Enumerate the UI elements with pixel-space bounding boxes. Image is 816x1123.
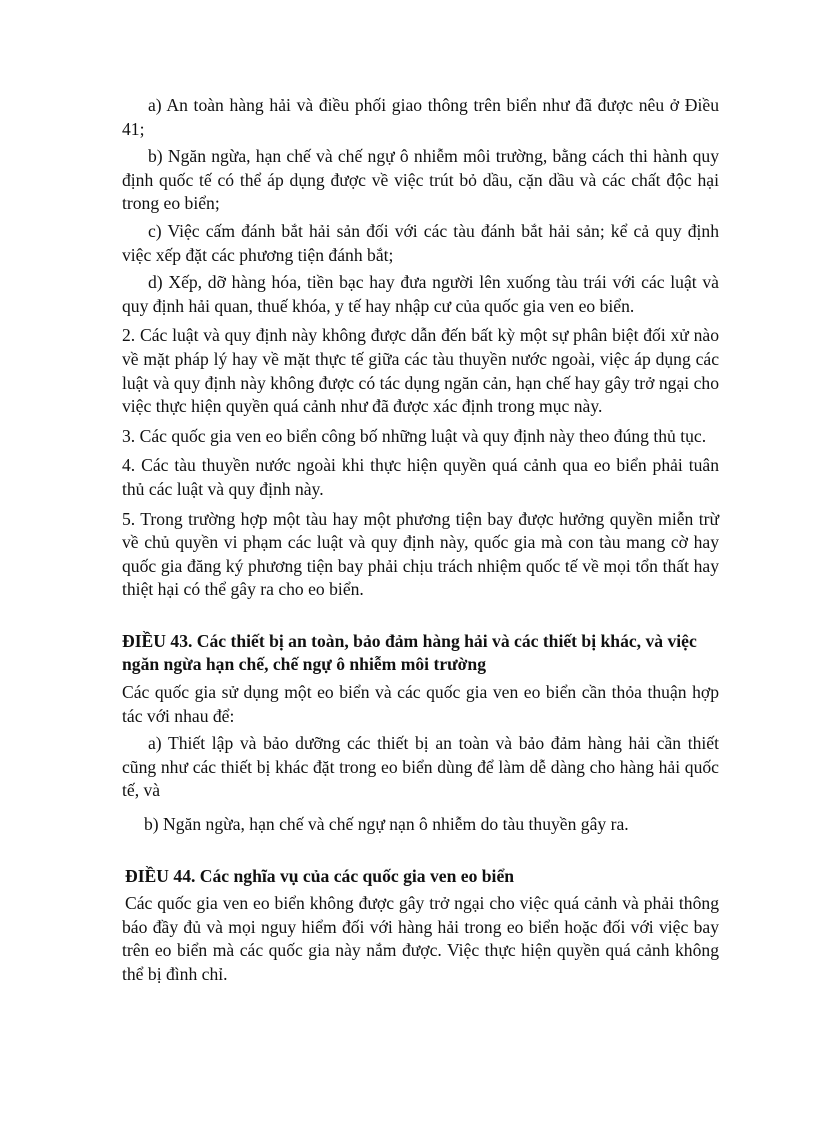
article44-body: Các quốc gia ven eo biển không được gây trở ngại cho việc quá cảnh và phải thông báo đầy đủ và mọi nguy hiểm đối với hàng hải trong eo biển hoặc đối với việc bay trên eo biển mà các quốc gia này nắm được. Việc thực hiện quyền quá cảnh không thể bị đình chỉ. bbox=[122, 893, 719, 984]
article42-item-b: b) Ngăn ngừa, hạn chế và chế ngự ô nhiễm môi trường, bằng cách thi hành quy định quốc tế có thể áp dụng được về việc trút bỏ dầu, cặn dầu và các chất độc hại trong eo biển; bbox=[122, 146, 719, 214]
article42-clause-5: 5. Trong trường hợp một tàu hay một phương tiện bay được hưởng quyền miễn trừ về chủ quyền vi phạm các luật và quy định này, quốc gia mà con tàu mang cờ hay quốc gia đăng ký phương tiện bay phải chịu trách nhiệm quốc tế về mọi tổn thất hay thiệt hại có thể gây ra cho eo biển. bbox=[122, 508, 719, 600]
article42-clause-2: 2. Các luật và quy định này không được dẫn đến bất kỳ một sự phân biệt đối xử nào về mặt pháp lý hay về mặt thực tế giữa các tàu thuyền nước ngoài, việc áp dụng các luật và quy định này không được có tác dụng ngăn cản, hạn chế hay gây trở ngại cho việc thực hiện quyền quá cảnh như đã được xác định trong mục này. bbox=[122, 325, 719, 417]
article43-item-a: a) Thiết lập và bảo dưỡng các thiết bị an toàn và bảo đảm hàng hải cần thiết cũng như các thiết bị khác đặt trong eo biển dùng để làm dễ dàng cho hàng hải quốc tế, và bbox=[122, 733, 719, 801]
article42-item-c: c) Việc cấm đánh bắt hải sản đối với các tàu đánh bắt hải sản; kể cả quy định việc xếp đặt các phương tiện đánh bắt; bbox=[122, 220, 719, 265]
article42-clause-4: 4. Các tàu thuyền nước ngoài khi thực hiện quyền quá cảnh qua eo biển phải tuân thủ các luật và quy định này. bbox=[122, 455, 719, 499]
article42-clause-3: 3. Các quốc gia ven eo biển công bố những luật và quy định này theo đúng thủ tục. bbox=[122, 425, 707, 446]
article42-item-d: d) Xếp, dỡ hàng hóa, tiền bạc hay đưa người lên xuống tàu trái với các luật và quy định hải quan, thuế khóa, y tế hay nhập cư của quốc gia ven eo biển. bbox=[122, 272, 719, 316]
article42-item-a: a) An toàn hàng hải và điều phối giao thông trên biển như đã được nêu ở Điều 41; bbox=[122, 95, 719, 139]
article43-heading: ĐIỀU 43. Các thiết bị an toàn, bảo đảm hàng hải và các thiết bị khác, và việc ngăn ngừa hạn chế, chế ngự ô nhiễm môi trường bbox=[122, 630, 697, 675]
article44-heading: ĐIỀU 44. Các nghĩa vụ của các quốc gia ven eo biển bbox=[125, 865, 515, 886]
article43-intro: Các quốc gia sử dụng một eo biển và các quốc gia ven eo biển cần thỏa thuận hợp tác với nhau để: bbox=[122, 682, 719, 726]
document-body bbox=[122, 94, 719, 987]
article43-item-b: b) Ngăn ngừa, hạn chế và chế ngự nạn ô nhiễm do tàu thuyền gây ra. bbox=[144, 814, 629, 835]
